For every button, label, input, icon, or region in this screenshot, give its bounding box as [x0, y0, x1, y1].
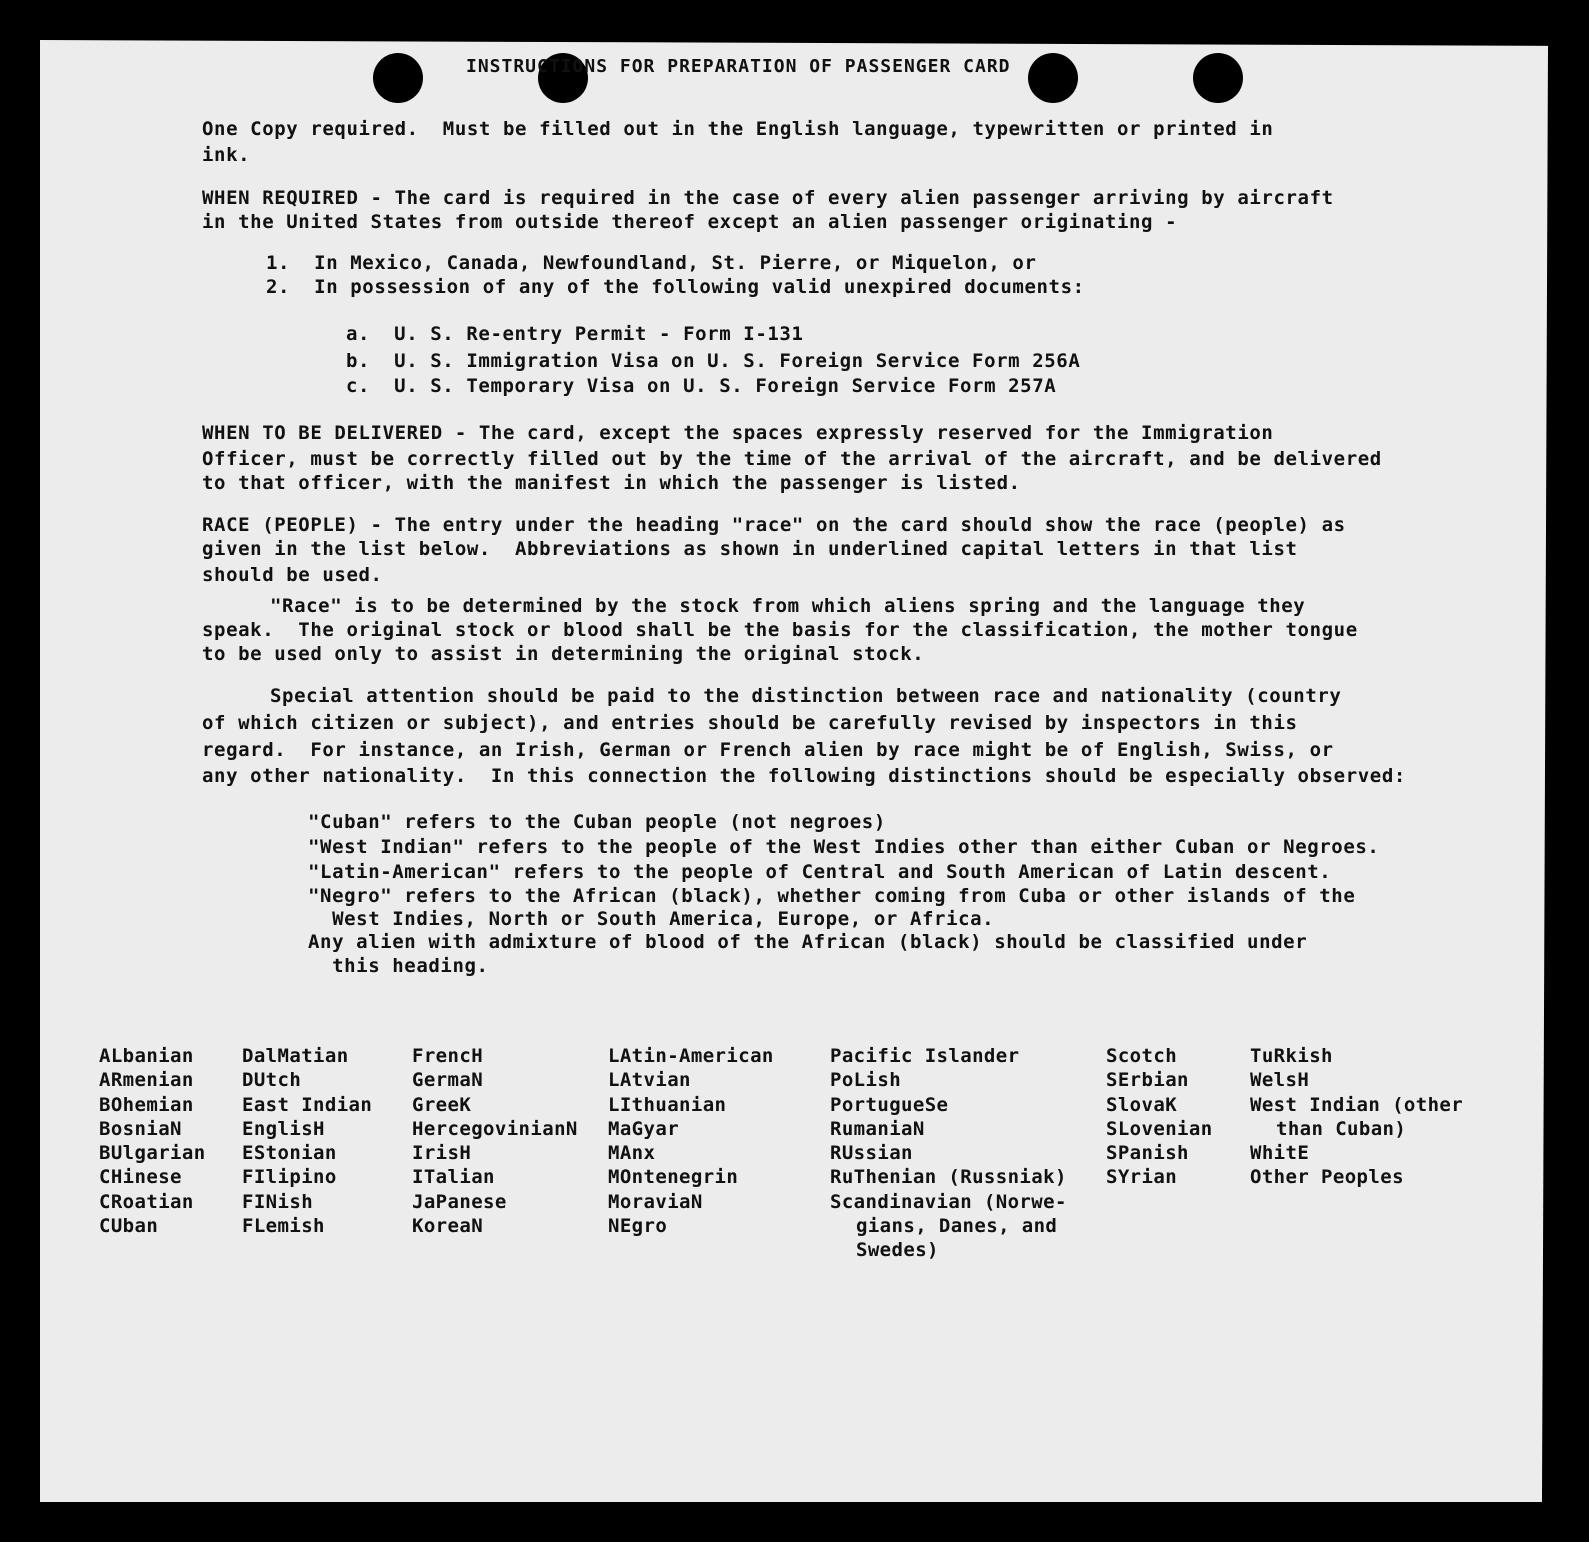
- race-entry: LAtvian: [608, 1069, 691, 1092]
- race-entry: GermaN: [412, 1069, 484, 1092]
- race-entry: CUban: [99, 1215, 159, 1238]
- race-entry: SYrian: [1106, 1166, 1178, 1189]
- race-entry: Scandinavian (Norwe-: [830, 1190, 1067, 1213]
- special-attention-line: Special attention should be paid to the distinction between race and nationality (country: [270, 685, 1342, 707]
- document-item: c. U. S. Temporary Visa on U. S. Foreign Service Form 257A: [346, 375, 1057, 397]
- race-entry: SlovaK: [1106, 1093, 1178, 1116]
- race-entry: EnglisH: [242, 1117, 325, 1140]
- race-entry: ARmenian: [99, 1069, 194, 1092]
- race-definition-line: "Race" is to be determined by the stock from which aliens spring and the language they: [270, 595, 1306, 617]
- document-item: a. U. S. Re-entry Permit - Form I-131: [346, 323, 804, 345]
- race-entry: LAtin-American: [608, 1045, 774, 1067]
- race-entry: LIthuanian: [608, 1093, 727, 1116]
- race-entry: SPanish: [1106, 1142, 1189, 1165]
- race-column: [608, 1044, 774, 1238]
- race-column: [1106, 1044, 1213, 1190]
- race-entry: MoraviaN: [608, 1190, 703, 1213]
- when-delivered-line: Officer, must be correctly filled out by the time of the arrival of the aircraft, and be delivered: [202, 448, 1382, 470]
- race-entry: MAnx: [608, 1142, 656, 1165]
- race-entry: ITalian: [412, 1166, 495, 1189]
- race-entry: NEgro: [608, 1215, 668, 1238]
- when-required-line: in the United States from outside thereof except an alien passenger originating -: [202, 211, 1178, 233]
- race-definition-line: to be used only to assist in determining the original stock.: [202, 643, 925, 665]
- origin-item: 1. In Mexico, Canada, Newfoundland, St. Pierre, or Miquelon, or: [266, 252, 1037, 274]
- distinction-line: "Cuban" refers to the Cuban people (not negroes): [308, 811, 886, 833]
- race-entry: FINish: [242, 1190, 314, 1213]
- race-entry: Scotch: [1106, 1045, 1178, 1067]
- race-entry: BOhemian: [99, 1093, 194, 1116]
- race-entry: HercegovinianN: [412, 1117, 578, 1140]
- race-column: [830, 1044, 1067, 1263]
- race-entry: than Cuban): [1276, 1117, 1407, 1140]
- special-attention-line: regard. For instance, an Irish, German or French alien by race might be of English, Swiss, or: [202, 739, 1334, 761]
- distinction-line: "West Indian" refers to the people of the West Indies other than either Cuban or Negroes.: [308, 836, 1380, 858]
- distinction-line: "Latin-American" refers to the people of Central and South American of Latin descent.: [308, 861, 1332, 883]
- race-entry: IrisH: [412, 1142, 472, 1165]
- race-column: [1250, 1044, 1463, 1190]
- distinction-line: West Indies, North or South America, Europe, or Africa.: [308, 908, 995, 930]
- race-column: [99, 1044, 206, 1238]
- race-entry: DalMatian: [242, 1045, 349, 1067]
- race-line: RACE (PEOPLE) - The entry under the heading "race" on the card should show the race (people) as: [202, 514, 1346, 536]
- race-entry: ALbanian: [99, 1045, 194, 1067]
- race-entry: MaGyar: [608, 1117, 680, 1140]
- race-entry: CRoatian: [99, 1190, 194, 1213]
- special-attention-line: any other nationality. In this connection the following distinctions should be especially observed:: [202, 765, 1406, 787]
- punch-hole: [373, 53, 423, 103]
- race-entry: SErbian: [1106, 1069, 1189, 1092]
- race-entry: FLemish: [242, 1215, 325, 1238]
- when-required-line: WHEN REQUIRED - The card is required in the case of every alien passenger arriving by aircraft: [202, 187, 1334, 209]
- race-entry: Swedes): [856, 1239, 939, 1262]
- race-column: [412, 1044, 578, 1238]
- race-entry: FrencH: [412, 1045, 484, 1067]
- when-delivered-line: to that officer, with the manifest in which the passenger is listed.: [202, 472, 1021, 494]
- punch-hole: [1028, 53, 1078, 103]
- document-item: b. U. S. Immigration Visa on U. S. Foreign Service Form 256A: [346, 350, 1081, 372]
- race-entry: MOntenegrin: [608, 1166, 739, 1189]
- race-column: [242, 1044, 372, 1238]
- race-entry: WelsH: [1250, 1069, 1310, 1092]
- race-entry: PortugueSe: [830, 1093, 949, 1116]
- race-entry: GreeK: [412, 1093, 472, 1116]
- special-attention-line: of which citizen or subject), and entries should be carefully revised by inspectors in this: [202, 712, 1298, 734]
- intro-line: One Copy required. Must be filled out in the English language, typewritten or printed in: [202, 118, 1274, 140]
- race-entry: RUssian: [830, 1142, 913, 1165]
- race-entry: RumaniaN: [830, 1117, 925, 1140]
- when-delivered-line: WHEN TO BE DELIVERED - The card, except the spaces expressly reserved for the Immigration: [202, 422, 1274, 444]
- race-entry: SLovenian: [1106, 1117, 1213, 1140]
- distinction-line: "Negro" refers to the African (black), whether coming from Cuba or other islands of the: [308, 885, 1356, 907]
- intro-line: ink.: [202, 144, 251, 166]
- punch-hole: [1193, 53, 1243, 103]
- race-entry: KoreaN: [412, 1215, 484, 1238]
- race-line: should be used.: [202, 564, 383, 586]
- race-entry: JaPanese: [412, 1190, 507, 1213]
- race-entry: Other Peoples: [1250, 1166, 1404, 1189]
- race-entry: RuThenian (Russniak): [830, 1166, 1067, 1189]
- race-entry: TuRkish: [1250, 1045, 1333, 1067]
- race-entry: BUlgarian: [99, 1142, 206, 1165]
- race-entry: WhitE: [1250, 1142, 1310, 1165]
- race-entry: Pacific Islander: [830, 1045, 1020, 1067]
- race-entry: East Indian: [242, 1093, 373, 1116]
- origin-item: 2. In possession of any of the following valid unexpired documents:: [266, 276, 1085, 298]
- race-entry: West Indian (other: [1250, 1093, 1464, 1116]
- page-title: INSTRUCTIONS FOR PREPARATION OF PASSENGER CARD: [466, 56, 1011, 77]
- race-line: given in the list below. Abbreviations as shown in underlined capital letters in that list: [202, 538, 1298, 560]
- race-entry: EStonian: [242, 1142, 337, 1165]
- race-definition-line: speak. The original stock or blood shall be the basis for the classification, the mother tongue: [202, 619, 1358, 641]
- race-entry: DUtch: [242, 1069, 302, 1092]
- distinction-line: Any alien with admixture of blood of the African (black) should be classified under: [308, 931, 1308, 953]
- race-entry: BosniaN: [99, 1117, 182, 1140]
- race-entry: CHinese: [99, 1166, 182, 1189]
- race-entry: PoLish: [830, 1069, 902, 1092]
- race-entry: FIlipino: [242, 1166, 337, 1189]
- distinction-line: this heading.: [308, 955, 489, 977]
- race-entry: gians, Danes, and: [856, 1215, 1058, 1238]
